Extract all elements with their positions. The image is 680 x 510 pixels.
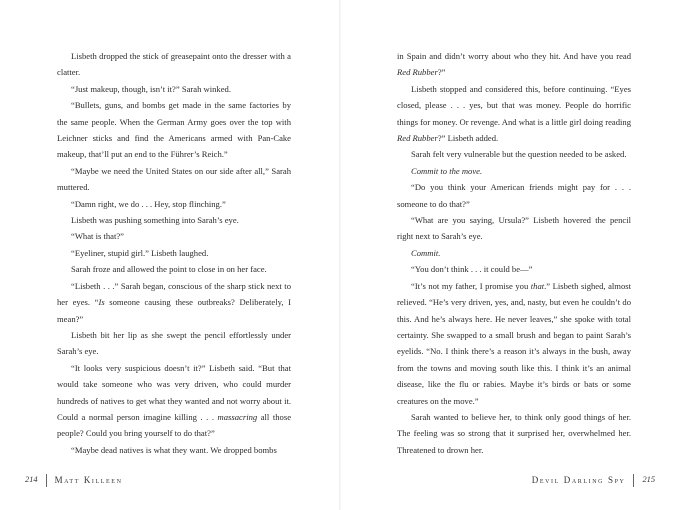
text-run: someone causing these outbreaks? Deliberately, I mean?” [57, 297, 291, 324]
text-run: ?” [437, 67, 446, 78]
text-run: “Eyeliner, stupid girl.” Lisbeth laughed. [71, 247, 209, 258]
text-run: “Lisbeth . . .” Sarah began, conscious of the sharp stick next to her eyes. “ [57, 280, 291, 308]
text-run: “Do you think your American friends might pay for . . . someone to do that?” [397, 182, 631, 209]
left-page-text [57, 48, 291, 458]
text-run: all those people? Could you bring yourself to do that?” [57, 411, 292, 439]
paragraph [57, 278, 291, 327]
paragraph [397, 163, 631, 179]
paragraph [397, 212, 631, 245]
text-run: “Maybe we need the United States on our side after all,” Sarah muttered. [57, 165, 291, 193]
paragraph [397, 81, 631, 147]
paragraph [57, 97, 291, 163]
paragraph [397, 48, 631, 81]
paragraph [57, 261, 291, 277]
text-run: “Maybe dead natives is what they want. We dropped bombs [71, 444, 277, 455]
text-run: “It looks very suspicious doesn’t it?” Lisbeth said. “But that would take someone who was very driven, who could murder hundreds of natives to get what they wanted and not worry about it. Could a normal person imagine killing . . . [57, 362, 291, 422]
paragraph [397, 261, 631, 277]
italic-text: Commit. [411, 247, 441, 258]
page-number-left: 214 [25, 475, 38, 484]
text-run: “It’s not my father, I promise you [411, 280, 531, 291]
paragraph [397, 278, 631, 409]
paragraph [57, 212, 291, 228]
italic-text: Commit to the move. [411, 165, 483, 176]
paragraph [397, 179, 631, 212]
text-run: Lisbeth dropped the stick of greasepaint onto the dresser with a clatter. [57, 51, 291, 78]
paragraph [57, 81, 291, 97]
italic-text: Is [98, 297, 105, 308]
paragraph [57, 327, 291, 360]
paragraph [57, 48, 291, 81]
paragraph [397, 146, 631, 162]
footer-divider-right [633, 474, 634, 487]
paragraph [57, 442, 291, 458]
paragraph [397, 245, 631, 261]
italic-text: that [530, 280, 545, 291]
footer-divider-left [46, 474, 47, 487]
left-footer [25, 473, 123, 487]
paragraph [57, 245, 291, 261]
text-run: “Bullets, guns, and bombs get made in the same factories by the same people. When the German Army goes over the top with Leichner sticks and find the Americans armed with Pan-Cake makeup, that’ll put an end to the Führer’s Reich.” [57, 100, 291, 160]
running-head-title: Devil Darling Spy [531, 475, 626, 485]
right-footer [532, 473, 655, 487]
text-run: ?” Lisbeth added. [437, 133, 499, 144]
right-page-text [397, 48, 631, 458]
text-run: “You don’t think . . . it could be—” [411, 264, 533, 275]
text-run: Sarah froze and allowed the point to close in on her face. [71, 264, 267, 275]
italic-text: Red Rubber [397, 67, 438, 78]
running-head-author: Matt Killeen [54, 475, 123, 485]
text-run: .” Lisbeth sighed, almost relieved. “He’s very driven, yes, and, nasty, but even he couldn’t do this. And he’s always here. He never leaves,” she spoke with total certainty. She swapped to a small brush and began to paint Sarah’s eyelids. “No. I think there’s a reason it’s always in the bush, away from the towns and moving south like this. I think it’s an animal disease, like the flu or rabies. Maybe it’s birds or bats or some creatures on the move.” [397, 280, 631, 406]
paragraph [397, 409, 631, 458]
text-run: “Just makeup, though, isn’t it?” Sarah winked. [71, 83, 231, 94]
italic-text: Red Rubber [397, 133, 438, 144]
paragraph [57, 360, 291, 442]
paragraph [57, 163, 291, 196]
paragraph [57, 228, 291, 244]
italic-text: massacring [217, 411, 258, 422]
text-run: Lisbeth was pushing something into Sarah’s eye. [71, 215, 239, 226]
paragraph [57, 196, 291, 212]
text-run: Sarah wanted to believe her, to think only good things of her. The feeling was so strong that it surprised her, overwhelmed her. Threatened to drown her. [397, 411, 631, 455]
text-run: Lisbeth stopped and considered this, before continuing. “Eyes closed, please . . . yes, but that was money. People do horrific things for money. Or revenge. And what is a little girl doing reading [397, 83, 631, 127]
text-run: Sarah felt very vulnerable but the question needed to be asked. [411, 149, 627, 160]
page-number-right: 215 [642, 475, 655, 484]
text-run: “Damn right, we do . . . Hey, stop flinching.” [71, 198, 226, 209]
text-run: “What is that?” [71, 231, 124, 242]
gutter-shadow [339, 0, 341, 510]
text-run: in Spain and didn’t worry about who they hit. And have you read [397, 51, 631, 61]
text-run: Lisbeth bit her lip as she swept the pencil effortlessly under Sarah’s eye. [57, 329, 291, 357]
text-run: “What are you saying, Ursula?” Lisbeth hovered the pencil right next to Sarah’s eye. [397, 215, 631, 242]
